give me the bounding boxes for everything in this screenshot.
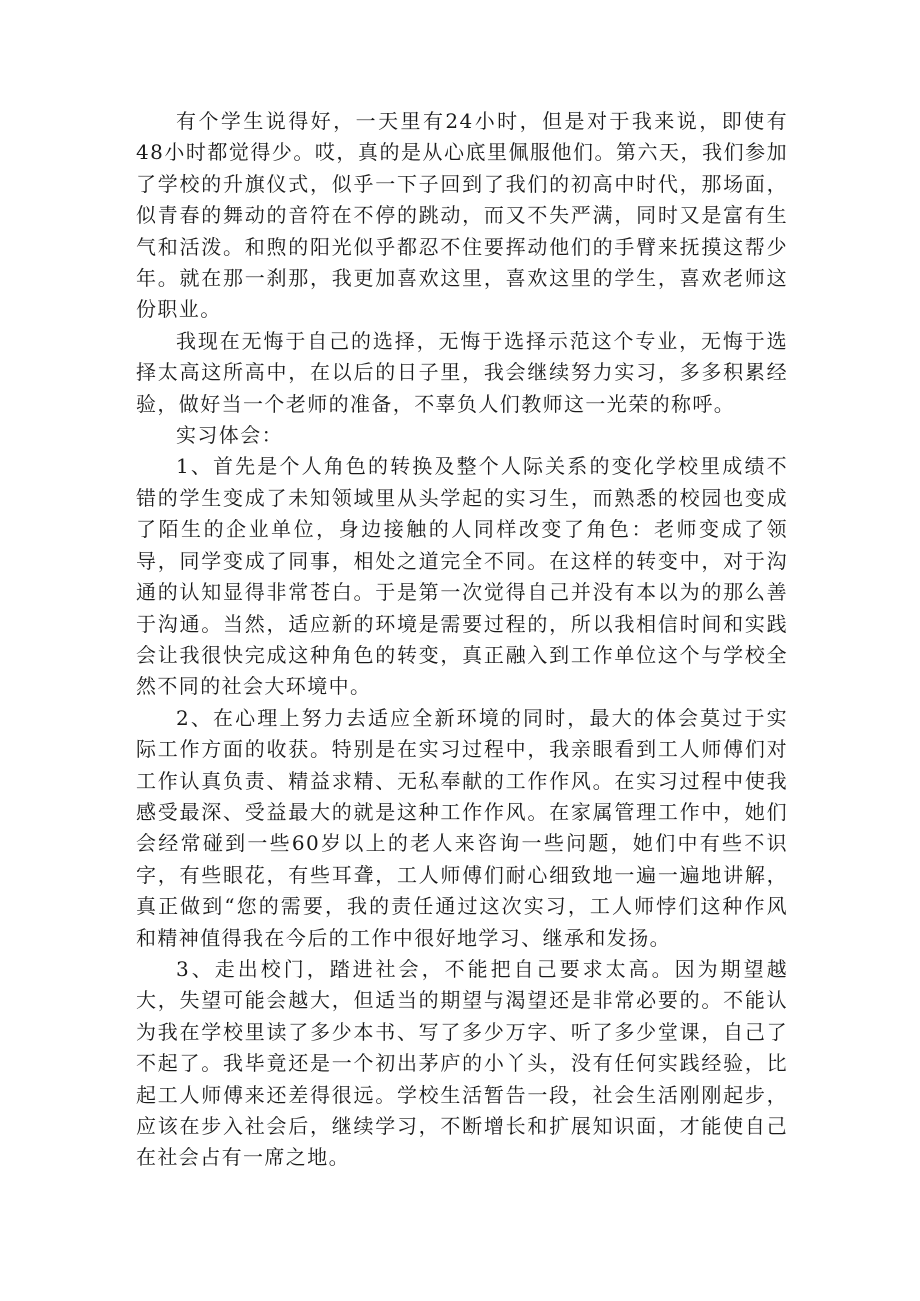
paragraph-no-regret: 我现在无悔于自己的选择，无悔于选择示范这个专业，无悔于选择太高这所高中，在以后的日子里，我会继续努力实习，多多积累经验，做好当一个老师的准备，不辜负人们教师这一光荣的称呼。 bbox=[136, 328, 788, 416]
section-heading-internship-reflection: 实习体会： bbox=[176, 423, 283, 448]
paragraph-intern-story: 有个学生说得好，一天里有24小时，但是对于我来说，即使有48小时都觉得少。哎，真的是从心底里佩服他们。第六天，我们参加了学校的升旗仪式，似乎一下子回到了我们的初高中时代，那场面，似青春的舞动的音符在不停的跳动，而又不失严满，同时又是富有生气和活泼。和煦的阳光似乎都忍不住要挥动他们的手臂来抚摸这帮少年。就在那一刹那，我更加喜欢这里，喜欢这里的学生，喜欢老师这份职业。 bbox=[136, 109, 788, 322]
document-body bbox=[136, 106, 788, 1174]
paragraph-point-1: 1、首先是个人角色的转换及整个人际关系的变化学校里成绩不错的学生变成了未知领域里从头学起的实习生，而熟悉的校园也变成了陌生的企业单位，身边接触的人同样改变了角色：老师变成了领导，同学变成了同事，相处之道完全不同。在这样的转变中，对于沟通的认知显得非常苍白。于是第一次觉得自己并没有本以为的那么善于沟通。当然，适应新的环境是需要过程的，所以我相信时间和实践会让我很快完成这种角色的转变，真正融入到工作单位这个与学校全然不同的社会大环境中。 bbox=[136, 454, 788, 699]
paragraph-point-2: 2、在心理上努力去适应全新环境的同时，最大的体会莫过于实际工作方面的收获。特别是在实习过程中，我亲眼看到工人师傅们对工作认真负责、精益求精、无私奉献的工作作风。在实习过程中使我感受最深、受益最大的就是这种工作作风。在家属管理工作中，她们会经常碰到一些60岁以上的老人来咨询一些问题，她们中有些不识字，有些眼花，有些耳聋，工人师傅们耐心细致地一遍一遍地讲解，真正做到“您的需要，我的责任通过这次实习，工人师悖们这种作风和精神值得我在今后的工作中很好地学习、继承和发扬。 bbox=[136, 705, 788, 950]
paragraph-point-3: 3、走出校门，踏进社会，不能把自己要求太高。因为期望越大，失望可能会越大，但适当的期望与渴望还是非常必要的。不能认为我在学校里读了多少本书、写了多少万字、听了多少堂课，自己了不起了。我毕竟还是一个初出茅庐的小丫头，没有任何实践经验，比起工人师傅来还差得很远。学校生活暂告一段，社会生活刚刚起步，应该在步入社会后，继续学习，不断增长和扩展知识面，才能使自己在社会占有一席之地。 bbox=[136, 956, 788, 1170]
